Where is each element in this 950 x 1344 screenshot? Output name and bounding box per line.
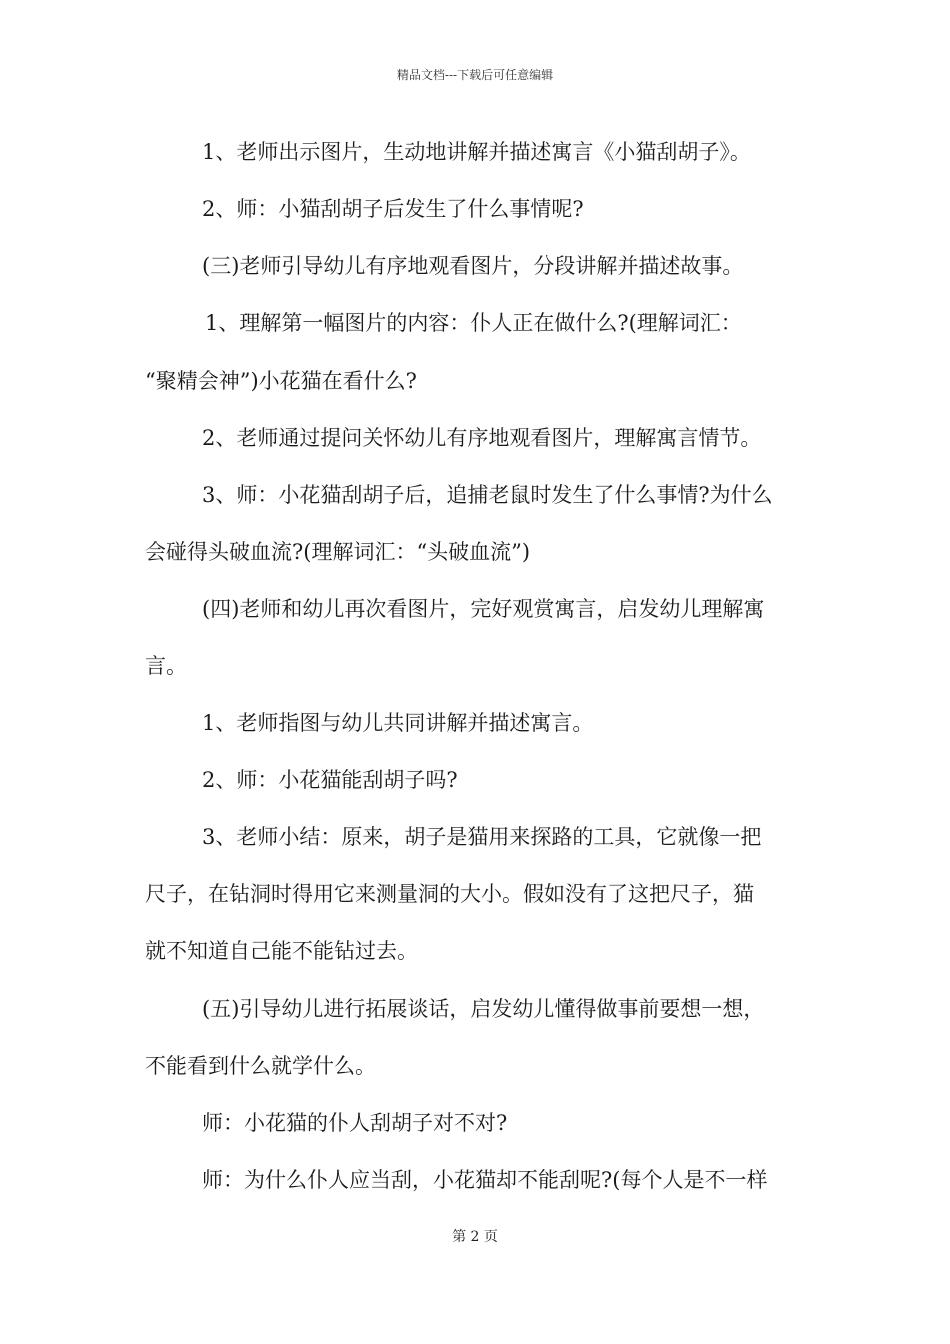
body-line: 2、师：小花猫能刮胡子吗?: [202, 768, 458, 792]
body-line: (五)引导幼儿进行拓展谈话，启发幼儿懂得做事前要想一想，: [202, 997, 765, 1021]
body-line: 师：小花猫的仆人刮胡子对不对?: [202, 1111, 508, 1135]
body-line: 1、老师指图与幼儿共同讲解并描述寓言。: [202, 711, 594, 735]
body-line: 3、老师小结：原来，胡子是猫用来探路的工具，它就像一把: [202, 825, 762, 849]
body-line: 会碰得头破血流?(理解词汇：“头破血流”): [145, 540, 531, 564]
body-line: 不能看到什么就学什么。: [145, 1054, 376, 1078]
body-line: 言。: [145, 654, 187, 678]
body-line: 3、师：小花猫刮胡子后，追捕老鼠时发生了什么事情?为什么: [202, 483, 773, 507]
body-line: 就不知道自己能不能钻过去。: [145, 939, 418, 963]
body-line: (四)老师和幼儿再次看图片，完好观赏寓言，启发幼儿理解寓: [202, 597, 765, 621]
body-line: (三)老师引导幼儿有序地观看图片，分段讲解并描述故事。: [202, 254, 744, 278]
body-line: 师：为什么仆人应当刮，小花猫却不能刮呢?(每个人是不一样: [202, 1168, 768, 1192]
body-line: 1、老师出示图片，生动地讲解并描述寓言《小猫刮胡子》。: [202, 140, 751, 164]
body-line: 1、理解第一幅图片的内容：仆人正在做什么?(理解词汇：: [205, 311, 742, 335]
body-line: “聚精会神”)小花猫在看什么?: [145, 369, 417, 393]
body-line: 2、师：小猫刮胡子后发生了什么事情呢?: [202, 197, 584, 221]
page-header: 精品文档---下载后可任意编辑: [396, 68, 554, 82]
page-number: 第 2 页: [452, 1229, 498, 1245]
body-line: 尺子，在钻洞时得用它来测量洞的大小。假如没有了这把尺子，猫: [145, 882, 754, 906]
body-line: 2、老师通过提问关怀幼儿有序地观看图片，理解寓言情节。: [202, 426, 762, 450]
